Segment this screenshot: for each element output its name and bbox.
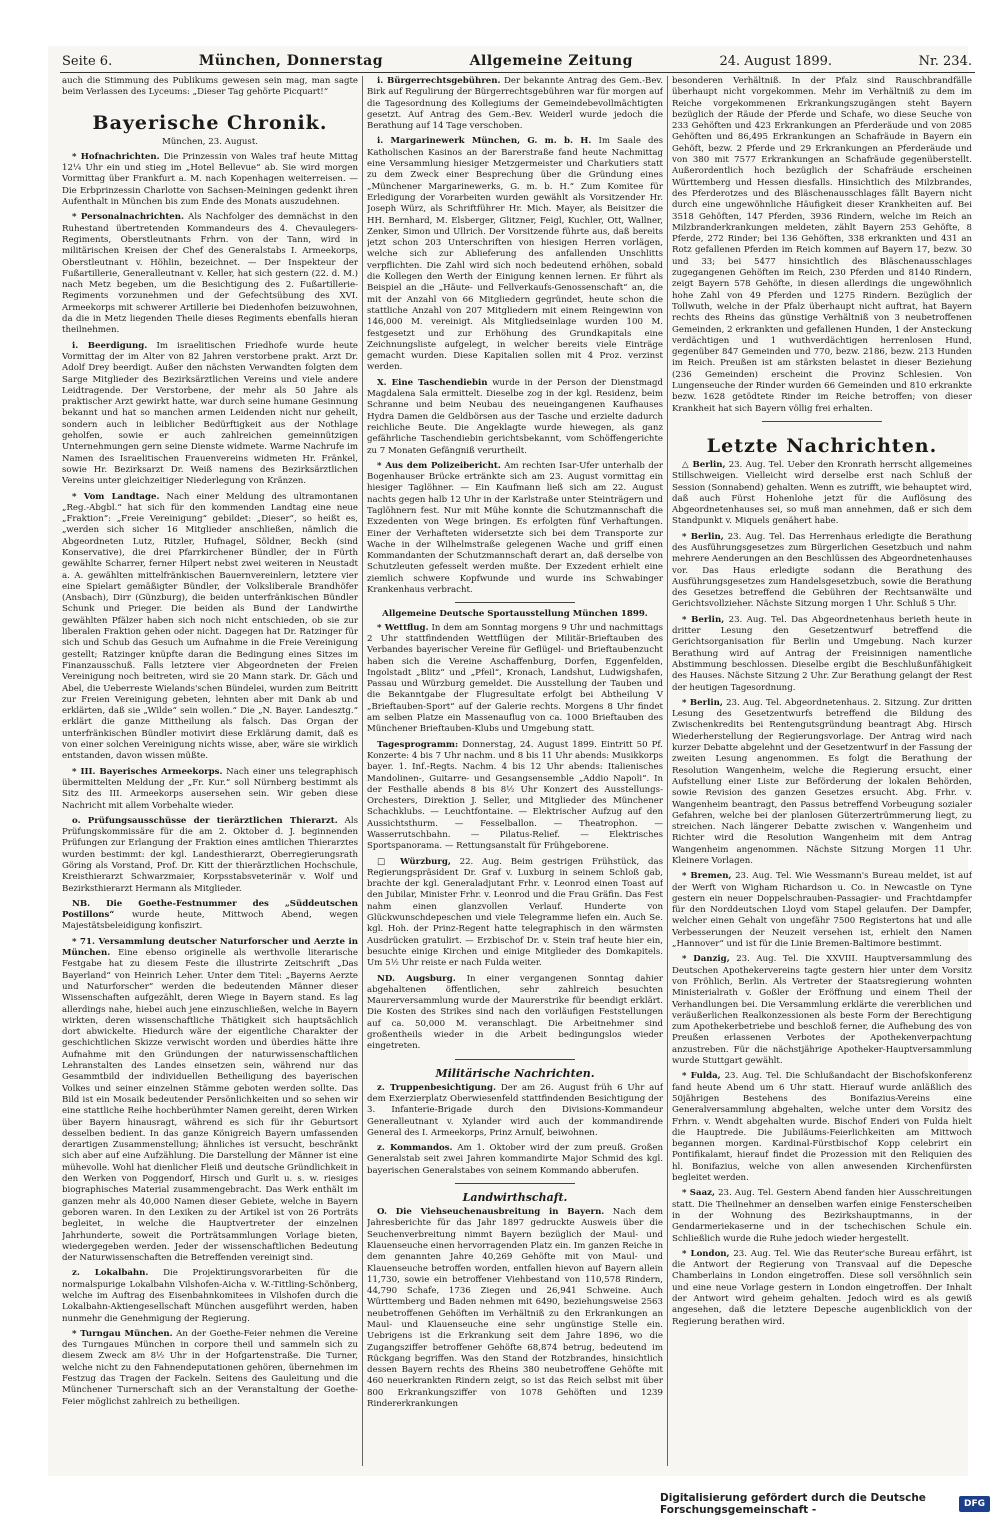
article-text: 23. Aug. Tel. Abgeordnetenhaus. 2. Sitzung. Zur dritten Lesung des Gesetzentwurfs betreffend die Bildung des Zwischenkredits bei Rentengutsgründung beantragt Abg. Hirsch Wiederherstellung der Regierungsvorlage. Der Antrag wird nach kurzer Debatte abgelehnt und der Gesetzentwurf in der Fassung der zweiten Lesung angenommen. Es folgt die Berathung der Resolution Wangenheim, welche die Regierung ersucht, einer Aufstellung einer Liste zur Beförderung der lokalen Behörden, sowie Revision des ganzen Gesetzes ersucht. Abg. Frhr. v. Wangenheim beantragt, den Passus betreffend Vorbeugung sozialer Gefahren, welche bei der planlosen Güterzertrümmerung liegt, zu streichen. Nach längerer Debatte zwischen v. Wangenheim und Richter wird die Resolution Wangenheim mit dem Antrag Wangenheim angenommen. Nächste Sitzung Morgen 11 Uhr. Kleinere Vorlagen. — [672, 697, 972, 866]
article — [672, 532, 972, 611]
article-keyword: □ Würzburg, — [377, 856, 451, 867]
dfg-logo: DFG — [959, 1496, 990, 1512]
article-keyword: * Saaz, — [682, 1188, 716, 1199]
article-keyword: NB. Die Goethe-Festnummer des „Süddeutschen Postillons“ — [62, 898, 358, 921]
article — [62, 1329, 358, 1408]
article-keyword: Tagesprogramm: — [377, 739, 459, 750]
article-text: 23. Aug. Tel. Ueber den Kronrath herrscht allgemeines Stillschweigen. Vielleicht wird derselbe erst nach Schluß der Session (Sonnabend) gehalten. Wenn es zutrifft, wie behauptet wird, daß auch Fürst Hohenlohe jetzt für die Auflösung des Abgeordnetenhauses sei, so muß man annehmen, daß er sich dem Standpunkt v. Miquels genähert habe. — [672, 459, 972, 527]
article-text: In einer vergangenen Sonntag dahier abgehaltenen öffentlichen, sehr zahlreich besuchten Maurerversammlung wurde der Maurerstrike für beendigt erklärt. Die Kosten des Strikes sind nach den vorläufigen Feststellungen auf ca. 50,000 M. veranschlagt. Die Arbeitnehmer sind großentheils wieder in die Arbeit bedingungslos wieder eingetreten. — [367, 973, 663, 1052]
article-keyword: * London, — [682, 1248, 730, 1259]
article — [672, 871, 972, 950]
article-text: 23. Aug. Tel. Gestern Abend fanden hier Ausschreitungen statt. Die Theilnehmer an denselben warfen einige Fensterscheiben in der Wohnung des Bezirkshauptmanns, in der Gendarmeriekaserne und in der tschechischen Schule ein. Schließlich wurde die Ruhe jedoch wieder hergestellt. — [672, 1188, 972, 1244]
article — [62, 152, 358, 208]
article-keyword: ND. Augsburg. — [377, 973, 456, 984]
digitization-footer — [660, 1492, 990, 1516]
continued-text: besonderen Verhältniß. In der Pfalz sind Rauschbrandfälle überhaupt nicht vorgekommen. Mehr im Verhältniß zu dem im Reiche vorgekommenen Erkrankungszugängen steht Bayern bezüglich der Räude der Pferde und Schafe, wo diese Seuche von 233 Gehöften und 423 Erkrankungen an Pferderäude und von 2085 Gehöften und 86,495 Erkrankungen an Schafräude in Bayern ein Gehöft, bezw. 2 Pferde und 29 Erkrankungen an Pferderäude und von 380 mit 7577 Erkrankungen an Schafräude gegenüberstellt. Außerordentlich hoch bezüglich der Schafräude erscheinen Württemberg und Hessen diesfalls. Hinsichtlich des Milzbrandes, des Pferderotzes und des Bläschenausschlages fällt Bayern nicht durch eine ungewöhnliche Häufigkeit dieser Krankheiten auf. Bei 3518 Gehöften, 147 Pferden, 3936 Rindern, welche im Reich an Milzbranderkrankungen meldeten, zählt Bayern 253 Gehöfte, 8 Pferde, 272 Rinder; bei 136 Gehöften, 338 erkrankten und 431 an Rotz gefallenen Pferden im Reich kommen auf Bayern 17, bezw. 30 und 33; bei 5477 hinsichtlich des Bläschenausschlages zugegangenen Gehöften im Reich, 230 Pferden und 8140 Rindern, zeigt Bayern 578 Gehöfte, in diesen allerdings die ungewöhnlich hohe Zahl von 49 Pferden und 1275 Rindern. Bezüglich der Tollwuth, welche in der Pfalz überhaupt nicht auftrat, hat Bayern rechts des Rheins das günstige Verhältniß von 3 neubetroffenen Gemeinden, 2 erkrankten und gefallenen Hunden, 1 der Ansteckung verdächtigen und 1 wuthverdächtigen herrenlosen Hund, gegenüber 847 Gemeinden und 770, bezw. 2186, bezw. 213 Hunden im Reich. Preußen ist am stärksten belastet in dieser Beziehung (236 Gemeinden) erscheint die Provinz Schlesien. Von Lungenseuche der Rinder wurden 66 Gemeinden und 810 erkrankte bezw. 1628 getödtete Rinder im Reiche betroffen; von dieser Krankheit hat sich Bayern völlig frei erhalten. — [672, 76, 972, 414]
article-text: Als Prüfungskommissäre für die am 2. Oktober d. J. beginnenden Prüfungen zur Erlangung der Fraktion eines amtlichen Thierarztes wurden bestimmt: der kgl. Landesthierarzt, Oberregierungsrath Göring als Vorstand, Prof. Dr. Kitt der thierärztlichen Hochschule, Kreisthierarzt Schwarzmaier, Korpsstabsveterinär v. Wolf und Bezirksthierarzt Hermann als Mitglieder. — [62, 815, 358, 894]
article-text: Nach dem Jahresberichte für das Jahr 1897 gedruckte Ausweis über die Seuchenverbreitung nimmt Bayern bezüglich der Maul- und Klauenseuche einen hervorragenden Platz ein. Im ganzen Reiche in dem genannten Jahre 40,269 Gehöfte mit von Maul- und Klauenseuche betroffen worden, entfallen hievon auf Bayern allein 11,730, sowie ein betroffener Viehbestand von 110,578 Rindern, 44,790 Schafe, 1736 Ziegen und 26,941 Schweine. Auch Württemberg und Baden nehmen mit 6490, beziehungsweise 2563 neubetroffenen Gehöften im Verhältniß zu den Erkrankungen an Maul- und Klauenseuche eine sehr ungünstige Stelle ein. Uebrigens ist die Erkrankung seit dem Jahre 1896, wo die Zugangsziffer betroffener Gehöfte 68,874 betrug, bedeutend im Rückgang begriffen. Was den Stand der Rotzbrandes, hinsichtlich dessen Bayern rechts des Rheins 380 neubetroffene Gehöfte mit 460 neuerkrankten Rindern zeigt, so ist das Reich selbst mit über 800 Erkrankungsziffer von 1078 Gehöften und 1239 Rindererkrankungen — [367, 1207, 663, 1410]
article-text: Im Saale des Katholischen Kasinos an der Barerstraße fand heute Nachmittag eine Versammlung hiesiger Metzgermeister und Charkutiers statt zu dem Zweck einer Besprechung über die Gründung eines „Münchener Margarinewerks, G. m. b. H.“ Zum Komitee für Erledigung der Vorarbeiten wurden gewählt als Vorsitzender Hr. Joseph Würz, als Schriftführer Hr. Mich. Mayer, als Beisitzer die HH. Bernhard, M. Elsberger, Glitzner, Feigl, Kuchler, Ott, Wallner, Zenker, Simon und Ullrich. Der Vorsitzende führte aus, daß bereits jetzt schon 203 Unterschriften von hiesigen Herren vorlägen, welche sich zur Ablieferung des anfallenden Unschlitts verpflichten. Die Zahl wird sich noch bedeutend erhöhen, sobald die Kollegen den Werth der Einigung kennen lernen. Er führt als Beispiel an die „Häute- und Fellverkaufs-Genossenschaft“ an, die mit der Anzahl von 66 Mitgliedern gegründet, heute schon die stattliche Anzahl von 207 Mitgliedern mit einem Reingewinn von 146,000 M. vereinigt. Als Mitgliedseinlage wurden 100 M. festgesetzt und zur Erhöhung des Grundkapitals eine Zeichnungsliste aufgelegt, in welcher bereits viele Einträge gemacht wurden. Diese Kapitalien sollen mit 4 Proz. verzinst werden. — [367, 136, 663, 373]
newspaper-title: Allgemeine Zeitung — [469, 53, 633, 69]
section-title-bayerische-chronik: Bayerische Chronik. — [92, 111, 328, 134]
article-text: An der Goethe-Feier nehmen die Vereine des Turngaues München in corpore theil und sammeln sich zu diesem Zweck am 8½ Uhr in der Hofgartenstraße. Die Turner, welche nicht zu den Fahnendeputationen gehören, übernehmen im Festzug das Tragen der Fackeln. Seitens des Gauleitung und die Münchener Turnerschaft sich an der Veranstaltung der Goethe-Feier möglichst zahlreich zu betheiligen. — [62, 1328, 358, 1407]
sport-heading: Allgemeine Deutsche Sportausstellung München 1899. — [382, 609, 648, 620]
divider — [455, 1059, 575, 1060]
article — [62, 816, 358, 895]
article — [62, 212, 358, 336]
article — [367, 740, 663, 853]
article — [367, 857, 663, 970]
article-keyword: * Berlin, — [682, 697, 723, 708]
article — [672, 954, 972, 1067]
article-keyword: * Bremen, — [682, 871, 732, 882]
article — [62, 937, 358, 1265]
article — [367, 974, 663, 1053]
article-keyword: * III. Bayerisches Armeekorps. — [72, 766, 223, 777]
article-keyword: o. Prüfungsausschüsse der tierärztlichen Thierarzt. — [72, 815, 338, 826]
article — [62, 767, 358, 812]
military-heading: Militärische Nachrichten. — [435, 1066, 595, 1080]
column-3 — [672, 76, 972, 1466]
article — [62, 899, 358, 933]
article-keyword: * Aus dem Polizeibericht. — [377, 460, 501, 471]
header-rule — [60, 72, 975, 73]
article-keyword: * Personalnachrichten. — [72, 212, 185, 223]
article-text: 23. Aug. Tel. Das Abgeordnetenhaus berieth heute in dritter Lesung den Gesetzentwurf betreffend die Gerichtsorganisation für Berlin und Umgebung. Nach kurzer Berathung wird auf Antrag der Freisinnigen namentliche Abstimmung beschlossen. Dieselbe ergibt die Beschlußunfähigkeit des Hauses. Nächste Sitzung 2 Uhr. Zur Berathung gelangt der Rest der heutigen Tagesordnung. — [672, 614, 972, 693]
intro-text: auch die Stimmung des Publikums gewesen sein mag, man sagte beim Verlassen des Lyceums: „Dieser Tag gehörte Picquart!“ — [62, 76, 358, 98]
article — [367, 1207, 663, 1410]
divider — [455, 1183, 575, 1184]
article — [367, 136, 663, 373]
article-list — [62, 152, 358, 1408]
article-keyword: X. Eine Taschendiebin — [377, 377, 488, 388]
article-text: Nach einer Meldung des ultramontanen „Reg.-Abgbl.“ hat sich für den kommenden Landtag eine neue „Fraktion“: „Freie Vereinigung“ gebildet: „Dieser“, so heißt es, „werden sich sicher 16 Mitglieder anschließen, nämlich die Abgeordneten Lutz, Ritzler, Hufnagel, Söldner, Beckh (sind Konservative), die drei Pfarrkirchener Bündler, der in Fürth gewählte Scharrer, ferner Hilpert nebst zwei weiteren in Neustadt a. A. gewählten mittelfränkischen Bauernvereinlern, letztere vier eine Spielart gemäßigter Bündler, der Volksliberale Brandhöfer (Ansbach), Dirr (Günzburg), die beiden unterfränkischen Bündler Schunk und Prieger. Die beiden als Bund der Landwirthe gewählten Pfälzer haben sich noch nicht entschieden, ob sie zur liberalen Fraktion gehen oder nicht. Dagegen hat Dr. Ratzinger für sich und Schub das Gesuch um Aufnahme in die Freie Vereinigung gestellt; Ratzinger knüpfte daran die Bedingung eines Sitzes im Finanzausschuß. Falls letztere vier Abgeordneten der Freien Vereinigung noch beitreten, wird sie 20 Mann stark. Dr. Gäch und Abel, die Ueberreste Wielands'schen Bündelei, wurden zum Beitritt zur Freien Vereinigung gebeten, lehnten aber mit Dank ab und erklärten, daß sie „Wilde“ sein wollen.“ Die „N. Bayer. Landesztg.“ erklärt die ganze Mittheilung als falsch. Das Organ der unterfränkischen Bündler motivirt diese Erklärung damit, daß es von einer solchen Vereinigung nichts wisse, aber, wäre sie wirklich entstanden, davon wissen müßte. — [62, 491, 358, 762]
article — [367, 1083, 663, 1139]
article-list — [672, 460, 972, 1328]
article — [367, 461, 663, 597]
article-text: In dem am Sonntag morgens 9 Uhr und nachmittags 2 Uhr stattfindenden Wettflügen der Militär-Brieftauben des Verbandes bayerischer Vereine für Geflügel- und Brieftaubenzucht haben sich die Vereine Aschaffenburg, Dorfen, Eggenfelden, Ingolstadt „Blitz“ und „Pfeil“, Kronach, Landshut, Ludwigshafen, Passau und Würzburg gemeldet. Die Ausstellung der Tauben und die Bekanntgabe der Flugresultate erfolgt bei Abtheilung V „Brieftauben-Sport“ auf der Galerie rechts. Morgens 8 Uhr findet am selben Platze ein Massenauflug von ca. 1000 Brieftauben des Münchener Brieftauben-Klubs und Umgebung statt. — [367, 622, 663, 735]
divider — [455, 602, 575, 603]
article-list — [367, 1207, 663, 1410]
footer-text: Digitalisierung gefördert durch die Deutsche Forschungsgemeinschaft - — [660, 1492, 926, 1516]
article-keyword: z. Lokalbahn. — [72, 1268, 149, 1279]
section-title-letzte-nachrichten: Letzte Nachrichten. — [706, 434, 938, 457]
article-list — [367, 1083, 663, 1177]
article-text: Die Prinzessin von Wales traf heute Mittag 12¼ Uhr ein und stieg im „Hotel Bellevue“ ab. Sie wird morgen Vormittag über Frankfurt a. M. nach Kopenhagen weiterreisen. — Die Erbprinzessin Charlotte von Sachsen-Meiningen gedenkt ihren Aufenthalt in München bis zum Ende des Monats auszudehnen. — [62, 151, 358, 208]
article-keyword: * Turngau München. — [72, 1328, 173, 1339]
article-text: 22. Aug. Beim gestrigen Frühstück, das Regierungspräsident Dr. Graf v. Luxburg in seinem Schloß gab, brachte der kgl. Generaladjutant Frhr. v. Leonrod einen Toast auf den Jubilar, Minister Frhr. v. Leonrod und die Frau Gräfin. Das Fest nahm einen glanzvollen Verlauf. Hunderte von Glückwunschdepeschen und viele Telegramme liefen ein. Auch Se. kgl. Hoh. der Prinz-Regent hatte telegraphisch in den wärmsten Ausdrücken gratulirt. — Erzbischof Dr. v. Stein traf heute hier ein, besuchte einige Kirchen und einige Mitglieder des Domkapitels. Um 5½ Uhr reiste er nach Fulda weiter. — [367, 856, 663, 969]
article-list — [367, 76, 663, 596]
article-keyword: i. Beerdigung. — [72, 340, 148, 351]
article-text: Am rechten Isar-Ufer unterhalb der Bogenhauser Brücke ertränkte sich am 23. August vormittag ein hiesiger Taglöhner. — Ein Kaufmann ließ sich am 22. August nachts gegen halb 12 Uhr in der Karlstraße unter Steinträgern und Taglöhnern fest. Nur mit Mühe konnte die Schutzmannschaft die Exzedenten von Wege bringen. Es erfolgten fünf Verhaftungen. Einer der Verhafteten widersetzte sich bei dem Transporte zur Wache in der Wilhelmstraße gelegenen Wache und griff einen Kommandanten der Schutzmannschaft derart an, daß derselbe von Schutzleuten gefesselt werden mußte. Der Exzedent erhielt eine ziemlich schwere Kopfwunde und wurde ins Schwabinger Krankenhaus verbracht. — [367, 460, 663, 596]
article-keyword: * Berlin, — [682, 531, 724, 542]
dateline: München, 23. August. — [161, 136, 259, 147]
article-keyword: z. Kommandos. — [377, 1143, 453, 1154]
article — [62, 492, 358, 763]
article-text: wurde heute, Mittwoch Abend, wegen Majestätsbeleidigung konfiszirt. — [62, 910, 358, 932]
article-text: Donnerstag, 24. August 1899. Eintritt 50 Pf. Konzerte: 4 bis 7 Uhr nachm. und 8 bis 11 Uhr abends: Musikkorps bayer. 1. Inf.-Regts. Nachm. 4 bis 12 Uhr abends: Italienisches Mandolinen-, Guitarre- und Gesangsensemble „Addio Napoli“. In der Festhalle abends 8 bis 8½ Uhr Konzert des Ausstellungs-Orchesters, Direktion J. Seller, und Mitglieder des Münchener Schachklubs. — Leuchtfontaine. — Elektrischer Aufzug auf den Aussichtsthurm. — Fesselballon. — Theatrophon. — Wasserrutschbahn. — Pilatus-Relief. — Elektrisches Sportspanorama. — Rettungsanstalt für Frühgeborene. — [367, 739, 663, 852]
article — [62, 341, 358, 488]
article-text: Im israelitischen Friedhofe wurde heute Vormittag der im Alter von 82 Jahren verstorbene prakt. Arzt Dr. Adolf Drey beerdigt. Außer den nächsten Verwandten folgten dem Sarge Mitglieder des Bezirksärztlichen Vereins und viele andere Leidtragende. Der Verstorbene, der mehr als 50 Jahre als praktischer Arzt gewirkt hatte, war durch seine humane Gesinnung bekannt und hat so manchen armen Leidenden nicht nur geheilt, sondern auch in leiblicher Bedürftigkeit aus der Nothlage geholfen, sowie er auch zahlreichen gemeinnützigen Unternehmungen gern seine Dienste widmete. Warme Nachrufe im Namen des Israelitischen Frauenvereins widmeten Hr. Fränkel, sowie Hr. Bezirksarzt Dr. Weiß namens des Bezirksärztlichen Vereins unter gleichzeitiger Niederlegung von Kränzen. — [62, 340, 358, 487]
page-header — [62, 50, 972, 72]
article-text: wurde in der Person der Dienstmagd Magdalena Sala ermittelt. Dieselbe zog in der kgl. Residenz, beim Schranne und beim Neubau des neueingangenen Kaufhauses Hydra Damen die Geldbörsen aus der Tasche und erzielte dadurch reichliche Beute. Die Angeklagte wurde hiewegen, als ganz gefährliche Taschendiebin gerichtsbekannt, vom Schöffengerichte zu 7 Monaten Gefängniß verurtheilt. — [367, 377, 663, 456]
article-text: 23. Aug. Tel. Die XXVIII. Hauptversammlung des Deutschen Apothekervereins tagte gestern hier unter dem Vorsitz von Fröhlich, Berlin. Als Vertreter der Staatsregierung wohnten Ministerialrath v. Goßler der Eröffnung und einem Theil der Verhandlungen bei. Die Versammlung erklärte die vererblichen und veräußerlichen Realkonzessionen als beste Form der Berechtigung zum Apothekerbetriebe und beschloß ferner, die Aufhebung des von Preußen erlassenen Verbotes der Apothekenverpachtung anzustreben. Für die nächstjährige Apotheker-Hauptversammlung wurde Stuttgart gewählt. — [672, 954, 972, 1067]
divider — [762, 421, 882, 422]
article — [672, 615, 972, 694]
place-day: München, Donnerstag — [198, 53, 384, 69]
article-text: 23. Aug. Tel. Wie Wessmann's Bureau meldet, ist auf der Werft von Wigham Richardson u. Co. in Newcastle on Tyne gestern ein neuer Doppelschrauben-Passagier- und Frachtdampfer für den Norddeutschen Lloyd vom Stapel gelaufen. Der Dampfer, welcher einen Gehalt von ungefähr 7500 Registertons hat und alle Verbesserungen der Neuzeit versehen ist, erhielt den Namen „Hannover“ und ist für die Linie Bremen-Baltimore bestimmt. — [672, 871, 972, 950]
column-separator — [667, 76, 668, 1466]
issue-date: 24. August 1899. — [719, 53, 833, 69]
article-keyword: * Danzig, — [682, 954, 730, 965]
article-keyword: z. Truppenbesichtigung. — [377, 1082, 497, 1093]
article-keyword: * Berlin, — [682, 614, 725, 625]
article — [367, 378, 663, 457]
article — [62, 1268, 358, 1324]
article-keyword: * Fulda, — [682, 1071, 721, 1082]
article-keyword: i. Bürgerrechtsgebühren. — [377, 76, 501, 86]
article-text: Eine ebenso originelle als werthvolle literarische Festgabe hat zu diesem Feste die illustrirte Zeitschrift „Das Bayerland“ von Heinrich Leher. Unter dem Titel: „Bayerns Aerzte und Naturforscher“ werden die bedeutenden Männer dieser Wissenschaften aufgezählt, deren Wiege in Bayern stand. Es lag allerdings nahe, hiebei auch jene einzuschließen, welche in Bayern wirkten, deren wissenschaftliche Thätigkeit sich hauptsächlich dort abwickelte. Hiedurch wäre der eigentliche Charakter der geschichtlichen Skizze verwischt worden und überdies hätte ihre Aufnahme mit den Gründungen der naturwissenschaftlichen Lehranstalten des Landes einsetzen sein, während nur das Gesammtbild der individuellen Betheiligung des bayerischen Volkes und seiner einzelnen Stämme geboten werden sollte. Das Bild ist ein Mosaik bedeutender Persönlichkeiten und so sehen wir eine stattliche Reihe hochberühmter Namen gereiht, deren Wirken über Bayern hinausragt, während es sich für ihr Geburtsort desselben bedient. In das ganze Königreich Bayern umfassenden derartigen Zusammenstellung; ähnliches ist versucht, beschränkt sich aber auf eine Aufzählung. Die Darstellung der Männer ist eine mühevolle. Wohl hat dienlicher Fleiß und deutsche Gründlichkeit in den Werken von Poggendorf, Hirsch und Gurlt u. s. w. riesiges biographisches Material zusammengebracht. Das Werk enthält im ganzen mehr als 40,000 Namen dieser Gebiete, welche in Bayern geboren waren. In den Lexiken zu der Artikel ist von 26 Porträts begleitet, in welche die Hauptvertreter der einzelnen Jahrhunderte, soweit die Porträtsammlungen Vorlage bieten, wiedergegeben werden. Jeder der wissenschaftlichen Bedeutung der Naturwissenschaften die Betreffenden vereinigt sind. — [62, 948, 358, 1264]
article-text: 23. Aug. Tel. Wie das Reuter'sche Bureau erfährt, ist die Antwort der Regierung von Transvaal auf die Depesche Chamberlains in London eingetroffen. Diese soll versöhnlich sein und eine neue Vorlage gestern in London eingetroffen. Der Inhalt der Antwort wird geheim gehalten. Jedoch wird es als gewiß angesehen, daß die letztere Depesche augenblicklich von der Regierung berathen wird. — [672, 1248, 972, 1327]
article — [367, 76, 663, 132]
article — [672, 1188, 972, 1244]
article — [672, 1249, 972, 1328]
article-text: 23. Aug. Tel. Das Herrenhaus erledigte die Berathung des Ausführungsgesetzes zum Bürgerlichen Gesetzbuch und nahm mehrere Aenderungen an den Beschlüssen des Abgeordnetenhauses vor. Das Haus erledigte sodann die Berathung des Ausführungsgesetzes zum Handelsgesetzbuch, sowie die Berathung des Gesetzes betreffend die Gebühren der Rechtsanwälte und Gerichtsvollzieher. Nächste Sitzung morgen 1 Uhr. Schluß 5 Uhr. — [672, 531, 972, 610]
article-text: Die Projektirungsvorarbeiten für die normalspurige Lokalbahn Vilshofen-Aicha v. W.-Tittling-Schönberg, welche im Auftrag des Eisenbahnkomitees in Vilshofen durch die Lokalbahn-Aktiengesellschaft München ausgeführt werden, haben nunmehr die Genehmigung der Regierung. — [62, 1268, 358, 1324]
article — [672, 698, 972, 867]
article-text: Nach einer uns telegraphisch übermittelten Meldung der „Fr. Kur.“ soll Nürnberg bestimmt als Sitz des III. Armeekorps ausersehen sein. Wir geben diese Nachricht mit allem Vorbehalte wieder. — [62, 766, 358, 811]
article — [672, 1071, 972, 1184]
article-keyword: * Hofnachrichten. — [72, 151, 160, 162]
column-2 — [367, 76, 663, 1466]
article-keyword: * 71. Versammlung deutscher Naturforscher und Aerzte in München. — [62, 936, 358, 959]
article-keyword: * Wettflug. — [377, 622, 429, 633]
agriculture-heading: Landwirthschaft. — [462, 1191, 568, 1205]
column-separator — [362, 76, 363, 1466]
article — [367, 623, 663, 736]
article-text: 23. Aug. Tel. Die Schlußandacht der Bischofskonferenz fand heute Abend um 6 Uhr statt. Hierauf wurde anläßlich des 50jährigen Bestehens des Bonifazius-Vereins eine Generalversammlung abgehalten, welche unter dem Vorsitz des Frhrn. v. Wendt abgehalten wurde. Bischof Enderi von Fulda hielt die Hauptrede. Die Jubiläums-Feierlichkeiten am Mittwoch begannen morgen. Kardinal-Fürstbischof Kopp celebrirt ein Pontifikalamt, hierauf findet die Prozession mit den Reliquien des hl. Bonifazius, welche von allen anwesenden Kirchenfürsten begleitet werden. — [672, 1071, 972, 1184]
article-keyword: i. Margarinewerk München, G. m. b. H. — [377, 136, 592, 147]
article-keyword: △ Berlin, — [682, 459, 726, 470]
article — [672, 460, 972, 528]
article — [367, 1143, 663, 1177]
article-text: Am 1. Oktober wird der zum preuß. Großen Generalstab seit zwei Jahren kommandirte Major Schmid des kgl. bayerischen Generalstabes von seinem Kommando abberufen. — [367, 1143, 663, 1176]
article-text: Der am 26. August früh 6 Uhr auf dem Exerzierplatz Oberwiesenfeld stattfindenden Besichtigung der 3. Infanterie-Brigade durch den Divisions-Kommandeur Generalleutnant v. Xylander wird auch der kommandirende General des I. Armeekorps, Prinz Arnulf, beiwohnen. — [367, 1082, 663, 1138]
column-1 — [62, 76, 358, 1466]
article-text: Als Nachfolger des demnächst in den Ruhestand übertretenden Kommandeurs des 4. Chevaulegers-Regiments, Oberstleutnants Frhrn. von der Tann, wird in militärischen Kreisen der Chef des Generalstabs I. Armeekorps, Oberstleutnant v. Höhlin, bezeichnet. — Der Inspekteur der Fußartillerie, Generalleutnant v. Keller, hat sich gestern (22. d. M.) nach Metz begeben, um die Besichtigung des 2. Fußartillerie-Regiments vorzunehmen und der Gefechtsübung des XVI. Armeekorps mit schwerer Artillerie bei Diedenhofen beizuwohnen, da die in Metz liegenden Theile dieses Regiments ebenfalls hieran theilnehmen. — [62, 212, 358, 336]
article-text: Der bekannte Antrag des Gem.-Bev. Birk auf Regulirung der Bürgerrechtsgebühren war für morgen auf die Tagesordnung des Kollegiums der Gemeindebevollmächtigten gesetzt. Auf Antrag des Gem.-Bev. Weiderl wurde jedoch die Berathung auf 14 Tage verschoben. — [367, 76, 663, 132]
article-keyword: O. Die Viehseuchenausbreitung in Bayern. — [377, 1207, 605, 1218]
page-number: Seite 6. — [62, 53, 113, 69]
article-list — [367, 623, 663, 1053]
article-keyword: * Vom Landtage. — [72, 491, 160, 502]
issue-number: Nr. 234. — [918, 53, 972, 69]
